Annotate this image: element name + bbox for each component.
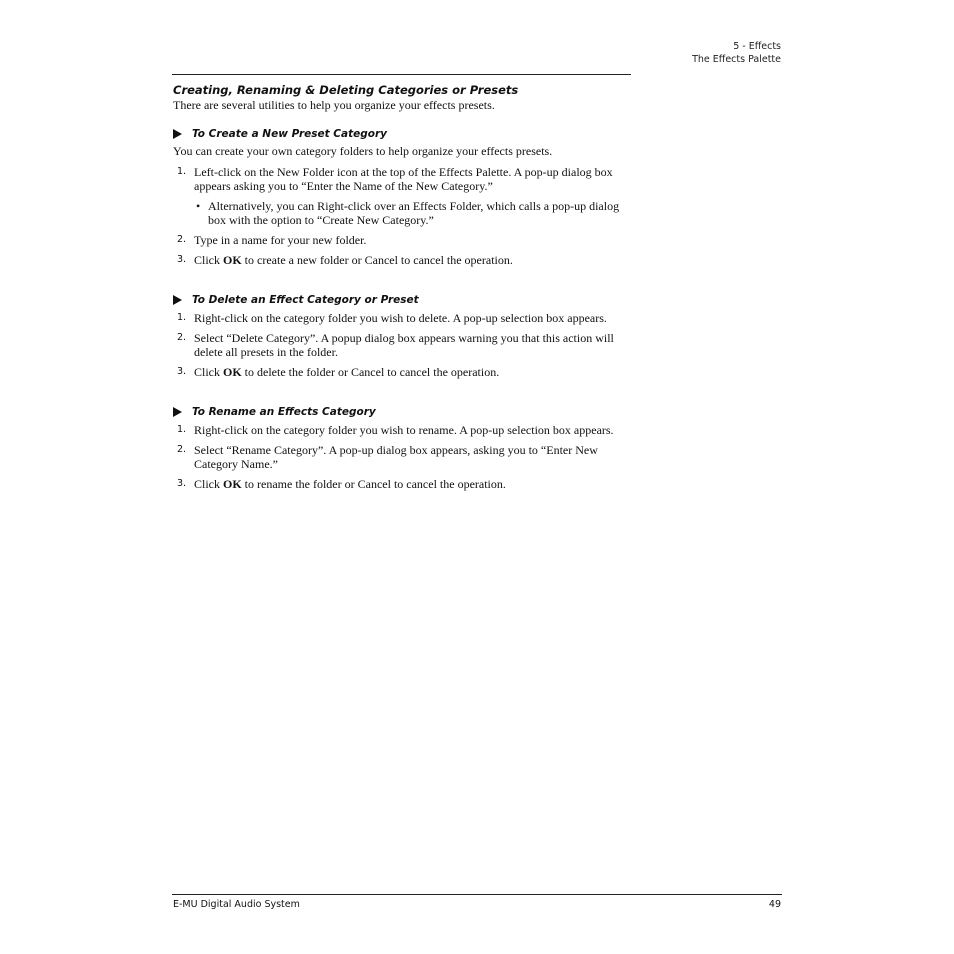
list-item [173,253,633,267]
steps-list [173,165,633,267]
steps-list [173,423,633,491]
list-item [173,331,633,359]
page-number: 49 [768,899,781,910]
ok-label: OK [223,365,242,379]
procedure-rename [173,404,633,491]
procedure-heading [173,292,633,308]
step-number: 2. [177,234,187,245]
step-text: Type in a name for your new folder. [194,233,367,247]
step-text-post: to create a new folder or Cancel to cancel the operation. [241,253,513,267]
step-number: 2. [177,332,187,343]
step-text: Right-click on the category folder you wish to delete. A pop-up selection box appears. [194,311,607,325]
step-text-post: to rename the folder or Cancel to cancel the operation. [241,477,506,491]
step-text: Select “Delete Category”. A popup dialog box appears warning you that this action will delete all presets in the folder. [194,331,614,359]
list-item [173,365,633,379]
step-text-pre: Click [194,253,223,267]
sub-text: Alternatively, you can Right-click over an Effects Folder, which calls a pop-up dialog box with the option to “Create New Category.” [208,199,620,227]
procedure-create [173,126,633,267]
procedure-delete [173,292,633,379]
running-header [692,40,781,66]
step-text: Select “Rename Category”. A pop-up dialog box appears, asking you to “Enter New Category Name.” [194,443,598,471]
procedure-intro: You can create your own category folders to help organize your effects presets. [173,144,553,158]
step-text: Right-click on the category folder you wish to rename. A pop-up selection box appears. [194,423,614,437]
step-text: Left-click on the New Folder icon at the top of the Effects Palette. A pop-up dialog box appears asking you to “Enter the Name of the New Category.” [194,165,613,193]
procedure-title: To Create a New Preset Category [192,128,387,140]
step-number: 3. [177,254,187,265]
step-number: 1. [177,166,187,177]
procedure-title: To Delete an Effect Category or Preset [192,294,419,306]
header-section: The Effects Palette [692,54,781,65]
step-number: 2. [177,444,187,455]
sub-list-item [194,199,633,227]
list-item [173,477,633,491]
list-item [173,443,633,471]
step-number: 1. [177,424,187,435]
section-title: Creating, Renaming & Deleting Categories or Presets [173,83,519,97]
list-item [173,233,633,247]
bullet-icon: • [196,199,201,213]
step-text-pre: Click [194,477,223,491]
step-number: 1. [177,312,187,323]
ok-label: OK [223,477,242,491]
footer-product: E-MU Digital Audio System [173,899,300,910]
list-item [173,311,633,325]
triangle-bullet-icon [173,129,182,139]
procedure-heading [173,126,633,142]
footer-rule [172,894,782,895]
step-text-post: to delete the folder or Cancel to cancel the operation. [241,365,500,379]
procedure-title: To Rename an Effects Category [192,406,376,418]
step-text-pre: Click [194,365,223,379]
header-chapter: 5 - Effects [733,41,781,52]
step-number: 3. [177,478,187,489]
header-rule [172,74,631,75]
ok-label: OK [223,253,242,267]
section-intro: There are several utilities to help you organize your effects presets. [173,98,495,112]
triangle-bullet-icon [173,295,182,305]
list-item [173,423,633,437]
procedure-heading [173,404,633,420]
triangle-bullet-icon [173,407,182,417]
steps-list [173,311,633,379]
page-content [173,82,633,491]
step-number: 3. [177,366,187,377]
sub-list [194,199,633,227]
list-item [173,165,633,227]
